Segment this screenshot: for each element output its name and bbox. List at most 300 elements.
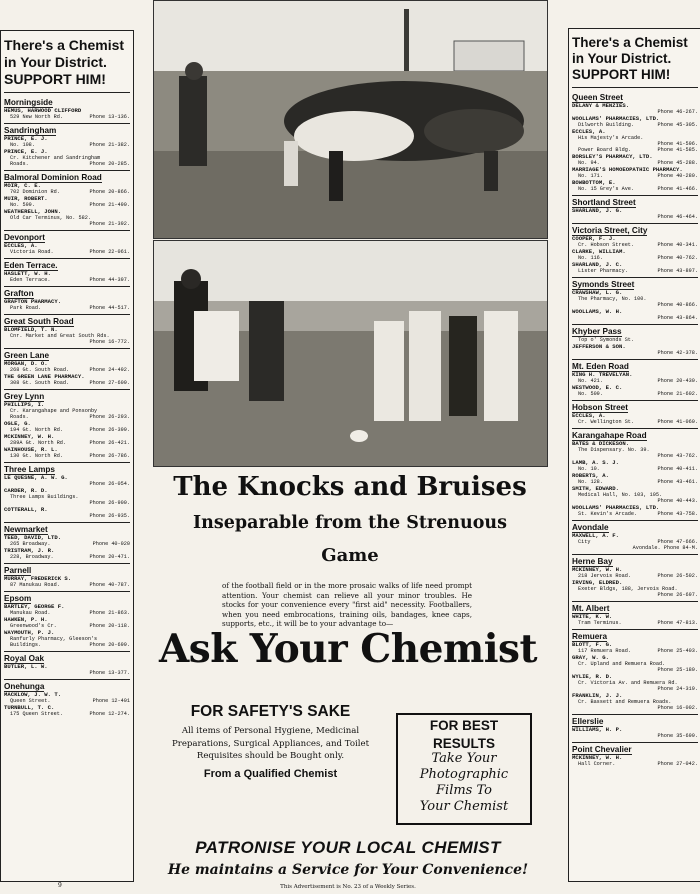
chemist-entry (572, 533, 698, 551)
chemist-entry (572, 505, 698, 517)
chemist-phone: Phone 25-180. (657, 667, 698, 673)
chemist-entry (572, 580, 698, 598)
headline: The Knocks and Bruises (173, 472, 527, 502)
chemist-entry (572, 116, 698, 128)
chemist-entry (4, 664, 130, 676)
page-edge-mark: 9 (58, 882, 62, 889)
best-sub-line: Photographic (419, 767, 509, 782)
chemist-address: No. 10. (578, 466, 600, 472)
chemist-name: COTTERALL, R. (4, 506, 48, 513)
chemist-address: 289A Gt. North Rd. (10, 440, 67, 446)
chemist-name: SHARLAND, J. G. (572, 207, 623, 214)
chemist-name: MAXWELL, A. F. (572, 532, 619, 539)
chemist-entry (572, 473, 698, 485)
best-sub-line: Films To (436, 783, 492, 798)
chemist-entry (572, 372, 698, 384)
district-block (4, 651, 130, 676)
chemist-phone: Phone 16-002. (657, 705, 698, 711)
chemist-address: Cnr. Market and Great South Rds. (10, 333, 110, 339)
chemist-address: No. 171. (578, 173, 603, 179)
district-name-text: Mt. Eden Road (572, 362, 629, 371)
chemist-name: WESTWOOD, E. C. (572, 384, 623, 391)
district-name (572, 195, 698, 207)
chemist-phone: Phone 12-401 (92, 698, 130, 704)
chemist-phone: Phone 26-935. (89, 513, 130, 519)
chemist-address-line (572, 511, 698, 517)
chemist-phone: Phone 26-502. (657, 573, 698, 579)
district-name-text: Grafton (4, 289, 34, 298)
chemist-entry (4, 209, 130, 227)
chemist-address: The Pharmacy, No. 100. (578, 296, 647, 302)
chemist-phone: Phone 46-464. (657, 214, 698, 220)
chemist-name: ECCLES, A. (572, 412, 606, 419)
chemist-name: SMITH, EDWARD. (572, 485, 619, 492)
district-name (572, 520, 698, 532)
chemist-address: Cr. Kitchener and Sandringham (10, 155, 101, 161)
district-block (4, 348, 130, 386)
district-name (4, 591, 130, 603)
ask-your-chemist-title: Ask Your Chemist (158, 626, 538, 672)
chemist-name: WOOLLAMS, W. H. (572, 308, 623, 315)
safety-title: FOR SAFETY'S SAKE (190, 703, 351, 720)
chemist-phone: Phone 41-585. (657, 147, 698, 153)
chemist-address-line (4, 380, 130, 386)
chemist-entry (4, 576, 130, 588)
chemist-address-line (4, 582, 130, 588)
chemist-address: Manukau Road. (10, 610, 51, 616)
chemist-address: Cr. Bassett and Remuera Roads. (578, 699, 672, 705)
chemist-name: WYLIE, R. D. (572, 673, 613, 680)
chemist-phone: Phone 20-430. (657, 378, 698, 384)
chemist-phone: Phone 47-666. (657, 539, 698, 545)
chemist-entry (572, 290, 698, 308)
chemist-entry (4, 535, 130, 547)
best-results-box (396, 713, 532, 825)
chemist-phone: Phone 40-866. (657, 302, 698, 308)
district-name (572, 714, 698, 726)
chemist-entry (572, 614, 698, 626)
chemist-phone: Phone 43-864. (657, 315, 698, 321)
district-block (4, 389, 130, 459)
chemist-name: JEFFERSON & SON. (572, 343, 626, 350)
chemist-phone: Phone 26-786. (89, 453, 130, 459)
district-name-text: Herne Bay (572, 557, 613, 566)
safety-from: From a Qualified Chemist (203, 767, 338, 780)
district-name-text: Ellerslie (572, 717, 604, 726)
chemist-address: No. 108. (10, 142, 35, 148)
chemist-entry (4, 488, 130, 506)
district-block (4, 286, 130, 311)
chemist-phone: Phone 40-787. (89, 582, 130, 588)
patronise-slogan: PATRONISE YOUR LOCAL CHEMIST (195, 838, 501, 857)
chemist-address-line (572, 733, 698, 739)
district-name (4, 389, 130, 401)
chemist-entry (4, 108, 130, 120)
district-block (572, 324, 698, 356)
chemist-address: Roads. (10, 414, 29, 420)
district-block (4, 230, 130, 255)
chemist-address-line (4, 642, 130, 648)
district-name-text: Onehunga (4, 682, 45, 691)
chemist-address-line (572, 592, 698, 598)
chemist-phone: Phone 20-471. (89, 554, 130, 560)
chemist-entry (4, 434, 130, 446)
district-name (4, 348, 130, 360)
district-name (4, 258, 130, 270)
chemist-phone: Phone 27-042. (657, 761, 698, 767)
district-block (572, 195, 698, 220)
chemist-address: No. 15 Grey's Ave. (578, 186, 635, 192)
chemist-entry (572, 693, 698, 711)
chemist-entry (572, 385, 698, 397)
chemist-name: BLOTT, F. G. (572, 641, 613, 648)
chemist-entry (4, 361, 130, 373)
chemist-name: MACKLOW, J. W. T. (4, 691, 62, 698)
chemist-address-line (572, 315, 698, 321)
district-name (572, 91, 698, 102)
chemist-entry (4, 271, 130, 283)
chemist-name: HAWKEN, P. H. (4, 616, 48, 623)
chemist-name: PRINCE, E. J. (4, 135, 48, 142)
chemist-address: Lister Pharmacy. (578, 268, 628, 274)
chemist-address-line (572, 391, 698, 397)
chemist-phone: Phone 40-411. (657, 466, 698, 472)
chemist-name: WOOLLAMS' PHARMACIES, LTD. (572, 115, 660, 122)
chemist-address: No. 94. (578, 160, 600, 166)
chemist-address-line (572, 214, 698, 220)
chemist-address: 117 Remuera Road. (578, 648, 631, 654)
chemist-name: MARRIAGE'S HOMOEOPATHIC PHARMACY. (572, 166, 683, 173)
chemist-name: MORGAN, D. O. (4, 360, 48, 367)
chemist-entry (572, 486, 698, 504)
chemist-entry (4, 705, 130, 717)
chemist-phone: Phone 43-461. (657, 479, 698, 485)
district-name-text: Karangahape Road (572, 431, 647, 440)
chemist-entry (4, 507, 130, 519)
left-directory-heading (1, 31, 133, 92)
district-name-text: Victoria Street, City (572, 226, 648, 235)
chemist-name: IRVING, ELDRED. (572, 579, 623, 586)
chemist-entry (4, 630, 130, 648)
district-name (572, 324, 698, 336)
district-block (4, 522, 130, 560)
chemist-entry (572, 567, 698, 579)
chemist-address: Cr. Wellington St. (578, 419, 635, 425)
chemist-address: The Dispensary. No. 39. (578, 447, 650, 453)
chemist-name: DELANY & MENZIES. (572, 102, 630, 109)
chemist-entry (4, 136, 130, 148)
chemist-address-line (572, 186, 698, 192)
chemist-address-line (4, 277, 130, 283)
chemist-entry (4, 183, 130, 195)
chemist-phone: Phone 26-421. (89, 440, 130, 446)
chemist-name: GRAFTON PHARMACY. (4, 298, 62, 305)
chemist-entry (4, 402, 130, 420)
chemist-name: MCKINNEY, W. H. (572, 754, 623, 761)
district-name (4, 679, 130, 691)
chemist-address: Cr. Upland and Remuera Road. (578, 661, 666, 667)
chemist-entry (4, 548, 130, 560)
chemist-entry (572, 262, 698, 274)
best-title-line: RESULTS (432, 736, 495, 751)
chemist-entry (572, 413, 698, 425)
chemist-name: CARDER, R. D. (4, 487, 48, 494)
chemist-phone: Phone 45-288. (657, 160, 698, 166)
chemist-address: Roads. (10, 161, 29, 167)
chemist-name: MCKINNEY, W. H. (4, 433, 55, 440)
chemist-phone: Phone 44-517. (89, 305, 130, 311)
district-name (572, 601, 698, 613)
chemist-address: St. Kevin's Arcade. (578, 511, 638, 517)
chemist-entry (4, 421, 130, 433)
chemist-address: Power Board Bldg. (578, 147, 631, 153)
chemist-address: 194 Gt. North Rd. (10, 427, 63, 433)
district-name-text: Point Chevalier (572, 745, 632, 754)
chemist-address: 228, Broadway. (10, 554, 54, 560)
chemist-entry (4, 617, 130, 629)
chemist-phone: Phone 46-267. (657, 109, 698, 115)
chemist-name: BORSLEY'S PHARMACY, LTD. (572, 153, 653, 160)
chemist-address: Greenwood's Cr. (10, 623, 57, 629)
chemist-entry (572, 441, 698, 459)
chemist-address-line (572, 419, 698, 425)
chemist-phone: Phone 12-274. (89, 711, 130, 717)
heading-line: in Your District. (572, 51, 672, 66)
chemist-phone: Phone 43-897. (657, 268, 698, 274)
chemist-entry (572, 460, 698, 472)
chemist-phone: Phone 26-399. (89, 427, 130, 433)
chemist-entry (572, 129, 698, 153)
chemist-address: His Majesty's Arcade. (578, 135, 644, 141)
district-block (572, 520, 698, 551)
district-block (4, 563, 130, 588)
chemist-phone: Phone 21-490. (89, 202, 130, 208)
chemist-name: GRAY, W. G. (572, 654, 609, 661)
chemist-entry (4, 374, 130, 386)
chemist-entry (572, 236, 698, 248)
chemist-phone: Phone 43-762. (657, 453, 698, 459)
district-name-text: Shortland Street (572, 198, 636, 207)
chemist-entry (572, 180, 698, 192)
chemist-address-line (572, 620, 698, 626)
chemist-name: CRAWSHAW, L. G. (572, 289, 623, 296)
district-name (572, 742, 698, 754)
district-name-text: Mt. Albert (572, 604, 610, 613)
chemist-phone: Phone 40-280. (657, 173, 698, 179)
chemist-entry (4, 475, 130, 487)
district-name-text: Royal Oak (4, 654, 45, 663)
district-block (4, 314, 130, 345)
chemist-phone: Phone 35-699. (657, 733, 698, 739)
chemist-name: BUTLER, L. W. (4, 663, 48, 670)
chemist-phone: Phone 40-762. (657, 255, 698, 261)
chemist-entry (572, 167, 698, 179)
chemist-phone: Phone 24-319. (657, 686, 698, 692)
chemist-entry (572, 154, 698, 166)
chemist-phone: Phone 26-697. (657, 592, 698, 598)
chemist-address-line (572, 545, 698, 551)
chemist-address: 308 Gt. South Road. (10, 380, 70, 386)
district-name (4, 563, 130, 575)
chemist-name: WOOLLAMS' PHARMACIES, LTD. (572, 504, 660, 511)
chemist-name: WAYMOUTH, P. J. (4, 629, 55, 636)
chemist-name: ROBERTS, A. (572, 472, 609, 479)
chemist-entry (4, 604, 130, 616)
chemist-entry (4, 243, 130, 255)
right-chemist-directory (568, 28, 700, 882)
district-block (4, 679, 130, 717)
chemist-address-line (4, 114, 130, 120)
chemist-entry (572, 674, 698, 692)
chemist-address: 268 Gt. South Road. (10, 367, 70, 373)
chemist-phone: Phone 13-136. (89, 114, 130, 120)
chemist-name: BARTLEY, GEORGE F. (4, 603, 65, 610)
district-block (572, 223, 698, 274)
chemist-address-line (572, 761, 698, 767)
chemist-phone: Phone 40-341. (657, 242, 698, 248)
chemist-phone: Phone 26-293. (89, 414, 130, 420)
chemist-address-line (4, 339, 130, 345)
chemist-address: 87 Manukau Road. (10, 582, 60, 588)
chemist-address: 218 Jervois Road. (578, 573, 631, 579)
district-block (572, 629, 698, 711)
chemist-name: MURRAY, FREDERICK S. (4, 575, 72, 582)
chemist-phone: Phone 42-378. (657, 350, 698, 356)
chemist-phone: Phone 47-813. (657, 620, 698, 626)
chemist-name: THE GREEN LANE PHARMACY. (4, 373, 85, 380)
district-name-text: Eden Terrace. (4, 261, 58, 270)
chemist-name: TRISTRAM, J. R. (4, 547, 55, 554)
heading-line: There's a Chemist (4, 37, 125, 53)
chemist-phone: Phone 20-699. (89, 642, 130, 648)
district-name-text: Khyber Pass (572, 327, 622, 336)
district-name-text: Queen Street (572, 93, 623, 102)
district-block (572, 742, 698, 767)
chemist-address: No. 116. (578, 255, 603, 261)
chemist-address-line (4, 513, 130, 519)
chemist-address: Medical Hall, No. 103, 105. (578, 492, 663, 498)
chemist-address: Queen Street. (10, 698, 51, 704)
chemist-phone: Phone 26-054. (89, 481, 130, 487)
chemist-entry (4, 299, 130, 311)
chemist-phone: Phone 44-397. (89, 277, 130, 283)
chemist-phone: Phone 41-060. (657, 419, 698, 425)
chemist-address-line (572, 705, 698, 711)
chemist-name: PHILLIPS, I. (4, 401, 45, 408)
chemist-entry (572, 309, 698, 321)
district-name-text: Great South Road (4, 317, 74, 326)
chemist-entry (572, 249, 698, 261)
chemist-entry (572, 642, 698, 654)
chemist-name: HASLETT, W. H. (4, 270, 51, 277)
district-name (4, 651, 130, 663)
district-block (4, 123, 130, 167)
district-name (4, 522, 130, 534)
district-name (572, 428, 698, 440)
chemist-phone: Phone 21-382. (89, 142, 130, 148)
chemist-address-line (4, 711, 130, 717)
best-sub-line: Take Your (431, 751, 497, 766)
district-name (572, 359, 698, 371)
chemist-address-line (4, 249, 130, 255)
chemist-name: KING H. TREVELYAN. (572, 371, 633, 378)
district-name (4, 286, 130, 298)
chemist-entry (572, 208, 698, 220)
chemist-phone: Avondale. Phone 84-M. (632, 545, 698, 551)
chemist-entry (4, 327, 130, 345)
district-block (572, 400, 698, 425)
chemist-phone: Phone 27-609. (89, 380, 130, 386)
chemist-name: MCKINNEY, W. H. (572, 566, 623, 573)
district-name-text: Parnell (4, 566, 32, 575)
district-name-text: Devonport (4, 233, 45, 242)
chemist-name: CLARKE, WILLIAM. (572, 248, 626, 255)
district-block (572, 601, 698, 626)
chemist-name: WILLIAMS, H. P. (572, 726, 623, 733)
subheadline: Inseparable from the Strenuous (193, 513, 507, 533)
district-block (4, 462, 130, 519)
chemist-address-line (4, 670, 130, 676)
chemist-address: Victoria Road. (10, 249, 54, 255)
heading-line: in Your District. (4, 54, 107, 70)
district-name-text: Symonds Street (572, 280, 635, 289)
chemist-phone: Phone 40-443. (657, 498, 698, 504)
chemist-phone: Phone 21-392. (89, 221, 130, 227)
chemist-entry (572, 344, 698, 356)
district-block (4, 96, 130, 120)
chemist-address: 175 Queen Street. (10, 711, 63, 717)
best-sub-line: Your Chemist (419, 799, 509, 814)
chemist-entry (572, 755, 698, 767)
district-name (4, 462, 130, 474)
chemist-name: WAINHOUSE, R. L. (4, 446, 58, 453)
chemist-name: MOIR, C. E. (4, 182, 41, 189)
heading-line: SUPPORT HIM! (4, 71, 106, 87)
district-name-text: Morningside (4, 98, 53, 107)
district-block (572, 428, 698, 517)
chemist-entry (4, 692, 130, 704)
chemist-phone: Phone 16-772. (89, 339, 130, 345)
chemist-address: 130 Gt. North Rd. (10, 453, 63, 459)
left-district-list (1, 96, 133, 717)
district-name (4, 123, 130, 135)
district-block (572, 554, 698, 598)
body-paragraph: of the football field or in the more prosaic walks of life need prompt attention. Your chemist can relieve all your minor troubles. He stocks for your convenience every "first aid" necessity. Footballers, when you need embrocations, training oils, bandages, knee caps, supports, etc., it will be to your advantage to— (222, 581, 472, 629)
district-block (4, 258, 130, 283)
right-district-list (569, 91, 700, 767)
district-name-text: Newmarket (4, 525, 48, 534)
best-title-line: FOR BEST (429, 718, 499, 733)
chemist-address: 529 New North Rd. (10, 114, 63, 120)
chemist-name: BOWBOTTOM, E. (572, 179, 616, 186)
district-name-text: Green Lane (4, 351, 50, 360)
chemist-name: TURNBULL, T. C. (4, 704, 55, 711)
heading-line: There's a Chemist (572, 35, 688, 50)
district-name-text: Remuera (572, 632, 608, 641)
series-note: This Advertisement is No. 23 of a Weekly Series. (280, 884, 416, 890)
chemist-phone: Phone 22-061. (89, 249, 130, 255)
chemist-name: ECCLES, A. (572, 128, 606, 135)
chemist-address-line (4, 554, 130, 560)
chemist-phone: Phone 25-403. (657, 648, 698, 654)
district-block (572, 714, 698, 739)
chemist-name: ECCLES, A. (4, 242, 38, 249)
chemist-phone: Phone 24-492. (89, 367, 130, 373)
district-block (572, 277, 698, 321)
chemist-address: Hall Corner. (578, 761, 616, 767)
chemist-name: TEED, DAVID, LTD. (4, 534, 62, 541)
football-scrum-photo (153, 0, 548, 239)
